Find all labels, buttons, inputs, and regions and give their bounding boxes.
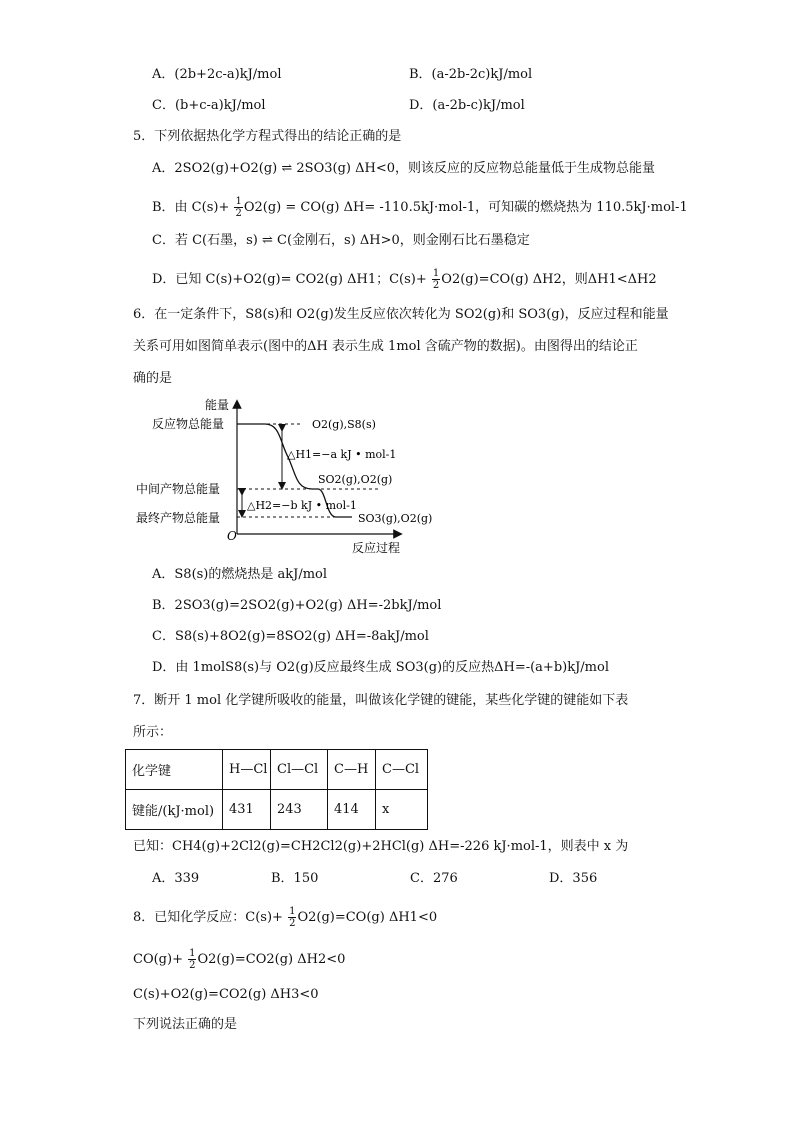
level-intermediate-label: 中间产物总能量	[136, 482, 221, 496]
q7-option-b: B．150	[271, 871, 319, 886]
q4-option-b: B．(a-2b-2c)kJ/mol	[409, 67, 533, 82]
q7-known: 已知：CH4(g)+2Cl2(g)=CH2Cl2(g)+2HCl(g) ΔH=-226 kJ·mol-1，则表中 x 为	[133, 839, 629, 854]
q8-eq2-pre: CO(g)+	[133, 952, 183, 967]
species-reactant: O2(g),S8(s)	[312, 418, 376, 431]
table-cell: Cl—Cl	[271, 750, 328, 790]
q5-d-conclusion: O2(g)=CO(g) ΔH2，则ΔH1<ΔH2	[441, 272, 657, 287]
q8-equation-3: C(s)+O2(g)=CO2(g) ΔH3<0	[133, 987, 319, 1002]
table-cell: x	[376, 790, 428, 830]
level-reactant-label: 反应物总能量	[152, 417, 225, 431]
q6-option-d: D．由 1molS8(s)与 O2(g)反应最终生成 SO3(g)的反应热ΔH=-(a+b)kJ/mol	[152, 660, 609, 675]
fraction-half: $\frac{1}{2}$	[432, 268, 440, 291]
q4-option-a: A．(2b+2c-a)kJ/mol	[152, 67, 282, 82]
q5-a-conclusion: ，则该反应的反应物总能量低于生成物总能量	[395, 161, 656, 176]
species-intermediate: SO2(g),O2(g)	[318, 473, 393, 486]
q8-equation-2	[133, 948, 345, 971]
q5-b-conclusion: ，可知碳的燃烧热为 110.5kJ·mol-1	[475, 200, 688, 215]
table-row	[126, 790, 428, 830]
q8-stem-pre: 8．已知化学反应：C(s)+	[133, 910, 283, 925]
table-cell: H—Cl	[223, 750, 271, 790]
q5-option-d	[152, 268, 657, 291]
q5-b-equation: O2(g) = CO(g) ΔH= -110.5kJ·mol-1	[243, 200, 476, 215]
y-axis-label: 能量	[205, 398, 230, 412]
q7-option-c: C．276	[410, 871, 458, 886]
table-cell: 化学键	[126, 750, 223, 790]
q8-stem-post: O2(g)=CO(g) ΔH1<0	[297, 910, 438, 925]
q6-option-c: C．S8(s)+8O2(g)=8SO2(g) ΔH=-8akJ/mol	[152, 629, 429, 644]
table-cell: 414	[328, 790, 376, 830]
q8-eq2-post: O2(g)=CO2(g) ΔH2<0	[197, 952, 346, 967]
table-cell: C—Cl	[376, 750, 428, 790]
table-header-row	[126, 750, 428, 790]
q6-stem-line2: 关系可用如图简单表示(图中的ΔH 表示生成 1mol 含硫产物的数据)。由图得出的结论正	[133, 339, 638, 354]
q5-a-equation: 2SO2(g)+O2(g) ⇌ 2SO3(g) ΔH<0	[174, 161, 395, 176]
q6-stem-line3: 确的是	[133, 371, 173, 386]
fraction-half: $\frac{1}{2}$	[189, 948, 196, 971]
fraction-half: $\frac{1}{2}$	[235, 196, 242, 219]
q6-option-b: B．2SO3(g)=2SO2(g)+O2(g) ΔH=-2bkJ/mol	[152, 598, 442, 613]
table-cell: 431	[223, 790, 271, 830]
q5-a-label: A．	[152, 161, 175, 176]
q7-option-a: A．339	[152, 871, 200, 886]
q6-stem-line1: 6．在一定条件下，S8(s)和 O2(g)发生反应依次转化为 SO2(g)和 SO3(g)，反应过程和能量	[133, 307, 669, 322]
q4-option-c: C．(b+c-a)kJ/mol	[152, 98, 266, 113]
q7-stem-line1: 7．断开 1 mol 化学键所吸收的能量，叫做该化学键的键能，某些化学键的键能如下表	[133, 693, 629, 708]
fraction-half: $\frac{1}{2}$	[289, 906, 296, 929]
q7-option-d: D．356	[549, 871, 598, 886]
q5-option-a	[152, 160, 655, 178]
q5-option-c: C．若 C(石墨，s) ⇌ C(金刚石，s) ΔH>0，则金刚石比石墨稳定	[152, 233, 530, 248]
q5-stem: 5．下列依据热化学方程式得出的结论正确的是	[133, 129, 402, 144]
level-final-label: 最终产物总能量	[136, 511, 221, 525]
origin-label: O	[227, 529, 237, 543]
q8-question: 下列说法正确的是	[133, 1017, 238, 1032]
energy-diagram	[130, 392, 440, 560]
q8-stem	[133, 906, 437, 929]
species-final: SO3(g),O2(g)	[358, 512, 433, 525]
x-axis-label: 反应过程	[352, 541, 401, 555]
q7-stem-line2: 所示：	[133, 725, 173, 740]
dh1-label: △H1=−a kJ • mol-1	[287, 448, 397, 461]
q5-d-label: D．已知 C(s)+O2(g)= CO2(g) ΔH1；C(s)+	[152, 272, 427, 287]
q5-option-b	[152, 196, 688, 219]
table-cell: 243	[271, 790, 328, 830]
q5-b-label: B．由 C(s)+	[152, 200, 230, 215]
q4-option-d: D．(a-2b-c)kJ/mol	[409, 98, 525, 113]
dh2-label: △H2=−b kJ • mol-1	[247, 499, 357, 512]
q6-option-a: A．S8(s)的燃烧热是 akJ/mol	[152, 567, 328, 582]
bond-energy-table	[125, 749, 428, 830]
table-cell: 键能/(kJ·mol)	[126, 790, 223, 830]
table-cell: C—H	[328, 750, 376, 790]
